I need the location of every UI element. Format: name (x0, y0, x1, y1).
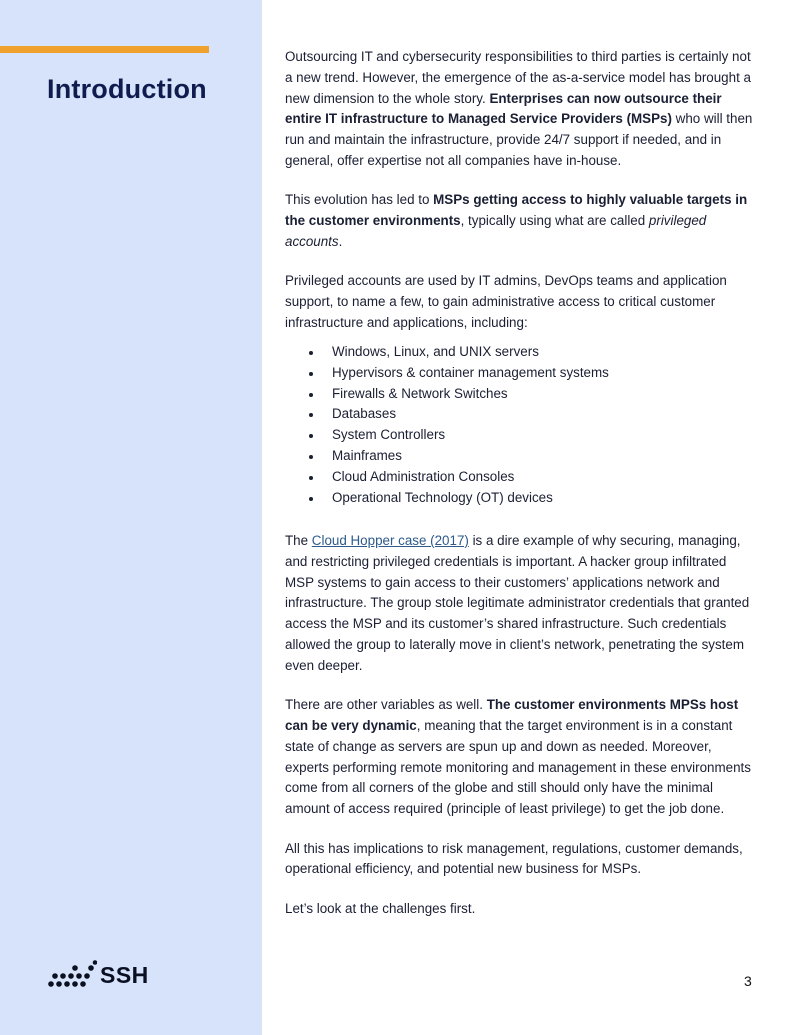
paragraph-cloud-hopper: The Cloud Hopper case (2017) is a dire example of why securing, managing, and restricting privileged credentials is important. A hacker group infiltrated MSP systems to gain access to their customers’ applications network and infrastructure. The group stole legitimate administrator credentials that granted access the MSP and its customer’s shared infrastructure. Such credentials allowed the group to laterally move in client’s network, penetrating the system even deeper. (285, 533, 750, 673)
paragraph-evolution: This evolution has led to MSPs getting access to highly valuable targets in the customer environments, typically using what are called privileged accounts. (285, 192, 748, 249)
list-item: System Controllers (285, 425, 755, 446)
cloud-hopper-link[interactable]: Cloud Hopper case (2017) (311, 533, 469, 548)
list-item: Cloud Administration Consoles (285, 467, 755, 488)
list-item: Firewalls & Network Switches (285, 384, 755, 405)
main-content (285, 47, 755, 938)
bullet-list (285, 342, 755, 509)
paragraph-variables: There are other variables as well. The customer environments MPSs host can be very dynamic, meaning that the target environment is in a constant state of change as servers are spun up and down as needed. Moreover, experts performing remote monitoring and management in these environments come from all corners of the globe and still should only have the minimal amount of access required (principle of least privilege) to get the job done. (285, 697, 751, 817)
paragraph-challenges: Let’s look at the challenges first. (285, 900, 476, 916)
paragraph-intro: Outsourcing IT and cybersecurity responsibilities to third parties is certainly not a new trend. However, the emergence of the as-a-service model has brought a new dimension to the whole story. Enterprises can now outsource their entire IT infrastructure to Managed Service Providers (MSPs) who will then run and maintain the infrastructure, provide 24/7 support if needed, and in general, offer expertise not all companies have in-house. (285, 49, 753, 168)
accent-bar (0, 46, 209, 53)
list-item: Windows, Linux, and UNIX servers (285, 342, 755, 363)
list-item: Hypervisors & container management systems (285, 363, 755, 384)
list-item: Operational Technology (OT) devices (285, 488, 755, 509)
ssh-dots-icon (47, 960, 97, 990)
page-number: 3 (744, 973, 752, 989)
list-item: Mainframes (285, 446, 755, 467)
logo-text: SSH (100, 961, 149, 988)
sidebar-panel (0, 0, 262, 1035)
paragraph-implications: All this has implications to risk management, regulations, customer demands, operational efficiency, and potential new business for MSPs. (285, 840, 743, 877)
list-item: Databases (285, 404, 755, 425)
section-title: Introduction (47, 74, 207, 104)
paragraph-privileged-accounts: Privileged accounts are used by IT admins, DevOps teams and application support, to name a few, to gain administrative access to critical customer infrastructure and applications, including: (285, 273, 727, 330)
ssh-logo (47, 960, 149, 990)
